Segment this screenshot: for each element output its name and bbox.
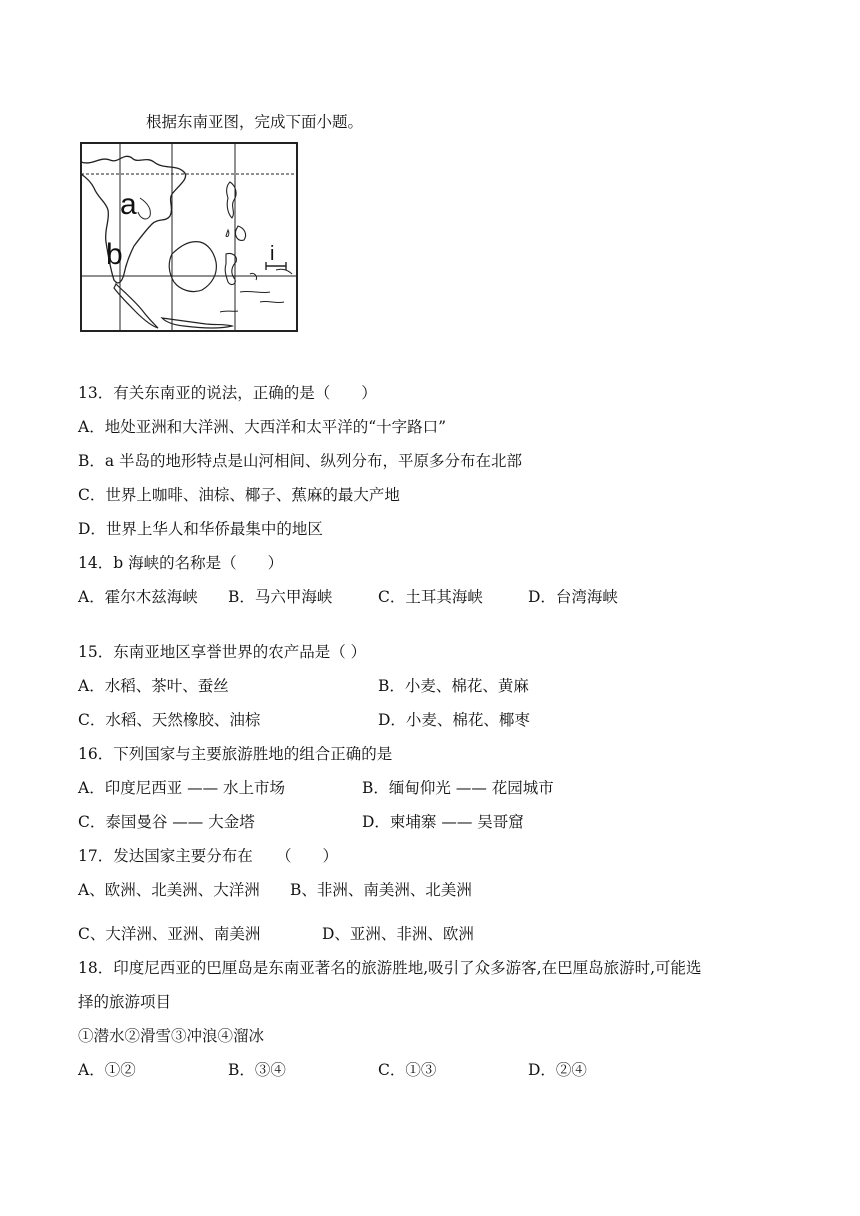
question-13-option-b: B．a 半岛的地形特点是山河相间、纵列分布，平原多分布在北部	[78, 452, 523, 470]
map-label-i: i	[270, 243, 275, 265]
question-16-option-a: A．印度尼西亚 —— 水上市场	[78, 779, 286, 797]
question-18-option-a: A．①②	[78, 1061, 136, 1079]
map-label-a: a	[120, 188, 137, 221]
question-14-option-c: C．土耳其海峡	[378, 588, 483, 606]
question-13-stem: 13．有关东南亚的说法，正确的是（ ）	[78, 384, 377, 402]
question-13-option-c: C．世界上咖啡、油棕、椰子、蕉麻的最大产地	[78, 486, 400, 504]
question-15-option-d: D．小麦、棉花、椰枣	[378, 711, 530, 729]
question-16-option-d: D．柬埔寨 —— 吴哥窟	[362, 813, 524, 831]
question-17-option-c: C、大洋洲、亚洲、南美洲	[78, 925, 261, 943]
question-14-option-a: A．霍尔木兹海峡	[78, 588, 198, 606]
question-18-stem-line-1: 18．印度尼西亚的巴厘岛是东南亚著名的旅游胜地,吸引了众多游客,在巴厘岛旅游时,可能选	[78, 959, 702, 977]
question-13-option-d: D．世界上华人和华侨最集中的地区	[78, 520, 323, 538]
question-14-stem: 14．b 海峡的名称是（ ）	[78, 554, 284, 572]
question-17-option-d: D、亚洲、非洲、欧洲	[322, 925, 474, 943]
question-18-stem-line-2: 择的旅游项目	[78, 993, 172, 1011]
question-17-stem: 17．发达国家主要分布在 （ ）	[78, 847, 338, 865]
question-16-stem: 16．下列国家与主要旅游胜地的组合正确的是	[78, 745, 393, 763]
question-17-option-b: B、非洲、南美洲、北美洲	[290, 881, 472, 899]
question-15-option-a: A．水稻、茶叶、蚕丝	[78, 677, 229, 695]
question-14-option-b: B．马六甲海峡	[228, 588, 333, 606]
question-16-option-c: C．泰国曼谷 —— 大金塔	[78, 813, 255, 831]
question-17-option-a: A、欧洲、北美洲、大洋洲	[78, 881, 260, 899]
question-14-option-d: D．台湾海峡	[528, 588, 618, 606]
question-18-option-b: B．③④	[228, 1061, 286, 1079]
question-13-option-a: A．地处亚洲和大洋洲、大西洋和太平洋的“十字路口”	[78, 418, 447, 436]
intro-text: 根据东南亚图，完成下面小题。	[146, 113, 364, 131]
map-figure	[80, 142, 298, 332]
question-18-items: ①潜水②滑雪③冲浪④溜冰	[78, 1027, 265, 1045]
map-label-b: b	[106, 238, 123, 271]
question-16-option-b: B．缅甸仰光 —— 花园城市	[362, 779, 554, 797]
question-18-option-c: C．①③	[378, 1061, 437, 1079]
question-15-stem: 15．东南亚地区享誉世界的农产品是（ ）	[78, 643, 367, 661]
question-15-option-b: B．小麦、棉花、黄麻	[378, 677, 529, 695]
question-15-option-c: C．水稻、天然橡胶、油棕	[78, 711, 261, 729]
question-18-option-d: D．②④	[528, 1061, 587, 1079]
southeast-asia-map	[80, 142, 298, 332]
